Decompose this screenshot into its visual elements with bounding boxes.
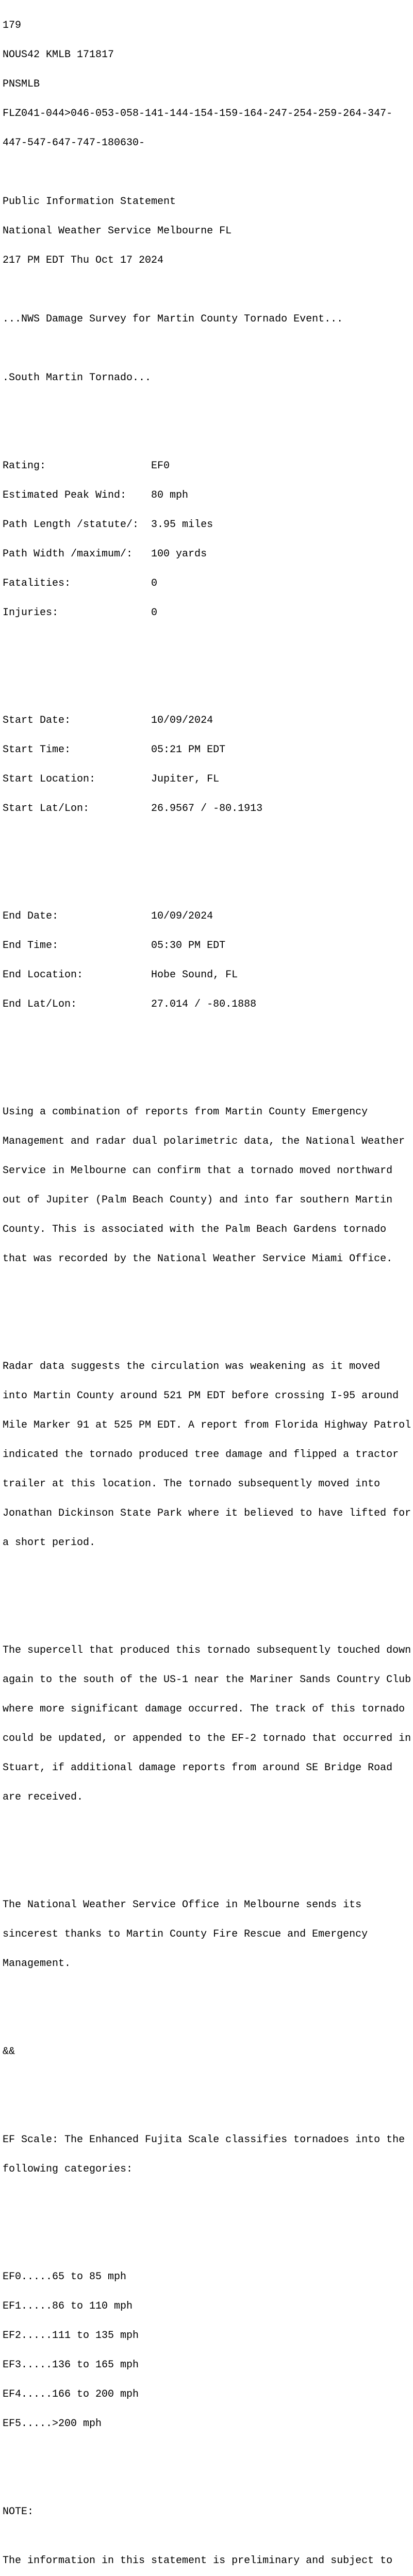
field-value: 10/09/2024 <box>151 715 213 726</box>
field-label: Path Length /statute/: <box>3 519 152 531</box>
field-value: 27.014 / -80.1888 <box>151 998 257 1010</box>
summary-table <box>3 442 413 637</box>
paragraph-line: could be updated, or appended to the EF-2 tornado that occurred in <box>3 1733 411 1744</box>
end-row-date <box>3 911 413 921</box>
field-value: 100 yards <box>151 548 207 560</box>
paragraph-line: The supercell that produced this tornado subsequently touched down <box>3 1645 411 1656</box>
start-row-date <box>3 716 413 725</box>
summary-row-path-width <box>3 549 413 559</box>
paragraph-line: trailer at this location. The tornado subsequently moved into <box>3 1478 381 1490</box>
event-name: .South Martin Tornado... <box>3 372 152 384</box>
paragraph-line: again to the south of the US-1 near the Mariner Sands Country Club <box>3 1674 411 1686</box>
section-separator: && <box>3 2046 15 2058</box>
field-label: Start Lat/Lon: <box>3 803 152 815</box>
paragraph-supercell <box>3 1626 413 1822</box>
zone-codes-continued: 447-547-647-747-180630- <box>3 137 145 149</box>
paragraph-line: are received. <box>3 1791 84 1803</box>
paragraph-line: indicated the tornado produced tree damage and flipped a tractor <box>3 1449 399 1461</box>
end-row-latlon <box>3 999 413 1009</box>
issuing-office: National Weather Service Melbourne FL <box>3 225 232 237</box>
field-label: Start Time: <box>3 744 152 756</box>
paragraph-line: following categories: <box>3 2163 133 2175</box>
field-value: 0 <box>151 607 158 619</box>
field-label: Start Date: <box>3 715 152 726</box>
summary-row-injuries <box>3 608 413 618</box>
paragraph-line: that was recorded by the National Weather Service Miami Office. <box>3 1253 393 1265</box>
field-value: Hobe Sound, FL <box>151 969 238 981</box>
start-row-time <box>3 745 413 755</box>
ef-category-ef1: EF1.....86 to 110 mph <box>3 2300 133 2312</box>
note-body <box>3 2536 413 2576</box>
field-value: 05:30 PM EDT <box>151 940 226 952</box>
field-value: 10/09/2024 <box>151 910 213 922</box>
field-value: 05:21 PM EDT <box>151 744 226 756</box>
wmo-header: NOUS42 KMLB 171817 <box>3 49 114 61</box>
end-table <box>3 892 413 1029</box>
summary-row-path-length <box>3 520 413 530</box>
paragraph-line: Mile Marker 91 at 525 PM EDT. A report from Florida Highway Patrol <box>3 1419 411 1431</box>
paragraph-line: Using a combination of reports from Martin County Emergency <box>3 1106 368 1118</box>
field-label: End Lat/Lon: <box>3 998 152 1010</box>
field-label: Fatalities: <box>3 578 152 589</box>
paragraph-line: sincerest thanks to Martin County Fire Rescue and Emergency <box>3 1928 368 1940</box>
field-label: End Date: <box>3 910 152 922</box>
end-row-time <box>3 941 413 951</box>
field-label: Injuries: <box>3 607 152 619</box>
paragraph-line: Jonathan Dickinson State Park where it believed to have lifted for <box>3 1507 411 1519</box>
field-value: 3.95 miles <box>151 519 213 531</box>
ef-category-ef4: EF4.....166 to 200 mph <box>3 2388 139 2400</box>
paragraph-line: Stuart, if additional damage reports from around SE Bridge Road <box>3 1762 393 1774</box>
field-label: End Time: <box>3 940 152 952</box>
zone-codes: FLZ041-044>046-053-058-141-144-154-159-164-247-254-259-264-347- <box>3 108 393 120</box>
start-row-latlon <box>3 804 413 814</box>
paragraph-line: a short period. <box>3 1537 96 1549</box>
ef-category-ef2: EF2.....111 to 135 mph <box>3 2330 139 2342</box>
summary-row-fatalities <box>3 579 413 588</box>
field-label: Rating: <box>3 460 152 472</box>
ef-category-ef0: EF0.....65 to 85 mph <box>3 2271 127 2283</box>
paragraph-line: Management and radar dual polarimetric data, the National Weather <box>3 1136 405 1147</box>
field-value: 26.9567 / -80.1913 <box>151 803 263 815</box>
paragraph-thanks <box>3 1880 413 1988</box>
field-label: Path Width /maximum/: <box>3 548 152 560</box>
paragraph-line: into Martin County around 521 PM EDT before crossing I-95 around <box>3 1390 399 1402</box>
paragraph-line: EF Scale: The Enhanced Fujita Scale classifies tornadoes into the <box>3 2134 405 2146</box>
start-table <box>3 696 413 833</box>
ef-scale-list <box>3 2252 413 2448</box>
field-label: End Location: <box>3 969 152 981</box>
paragraph-line: Management. <box>3 1958 71 1970</box>
note-label: NOTE: <box>3 2506 34 2518</box>
field-label: Estimated Peak Wind: <box>3 489 152 501</box>
ef-scale-intro <box>3 2115 413 2194</box>
paragraph-line: Service in Melbourne can confirm that a tornado moved northward <box>3 1165 393 1177</box>
field-label: Start Location: <box>3 773 152 785</box>
product-sequence: 179 <box>3 20 22 31</box>
paragraph-line: The National Weather Service Office in Melbourne sends its <box>3 1899 362 1911</box>
paragraph-line: County. This is associated with the Palm Beach Gardens tornado <box>3 1224 387 1235</box>
issue-time: 217 PM EDT Thu Oct 17 2024 <box>3 255 164 266</box>
field-value: 0 <box>151 578 158 589</box>
field-value: 80 mph <box>151 489 189 501</box>
ef-category-ef3: EF3.....136 to 165 mph <box>3 2359 139 2371</box>
field-value: EF0 <box>151 460 170 472</box>
paragraph-line: out of Jupiter (Palm Beach County) and into far southern Martin <box>3 1194 393 1206</box>
headline: ...NWS Damage Survey for Martin County Tornado Event... <box>3 313 343 325</box>
paragraph-line: Radar data suggests the circulation was weakening as it moved <box>3 1361 381 1372</box>
summary-row-peak-wind <box>3 490 413 500</box>
paragraph-track-details <box>3 1342 413 1567</box>
ef-category-ef5: EF5.....>200 mph <box>3 2418 102 2430</box>
awips-id: PNSMLB <box>3 78 40 90</box>
paragraph-line: where more significant damage occurred. The track of this tornado <box>3 1703 405 1715</box>
start-row-location <box>3 774 413 784</box>
end-row-location <box>3 970 413 980</box>
paragraph-radar-confirmation <box>3 1088 413 1283</box>
summary-row-rating <box>3 461 413 471</box>
field-value: Jupiter, FL <box>151 773 220 785</box>
product-title: Public Information Statement <box>3 196 176 208</box>
paragraph-line: The information in this statement is preliminary and subject to <box>3 2555 393 2567</box>
